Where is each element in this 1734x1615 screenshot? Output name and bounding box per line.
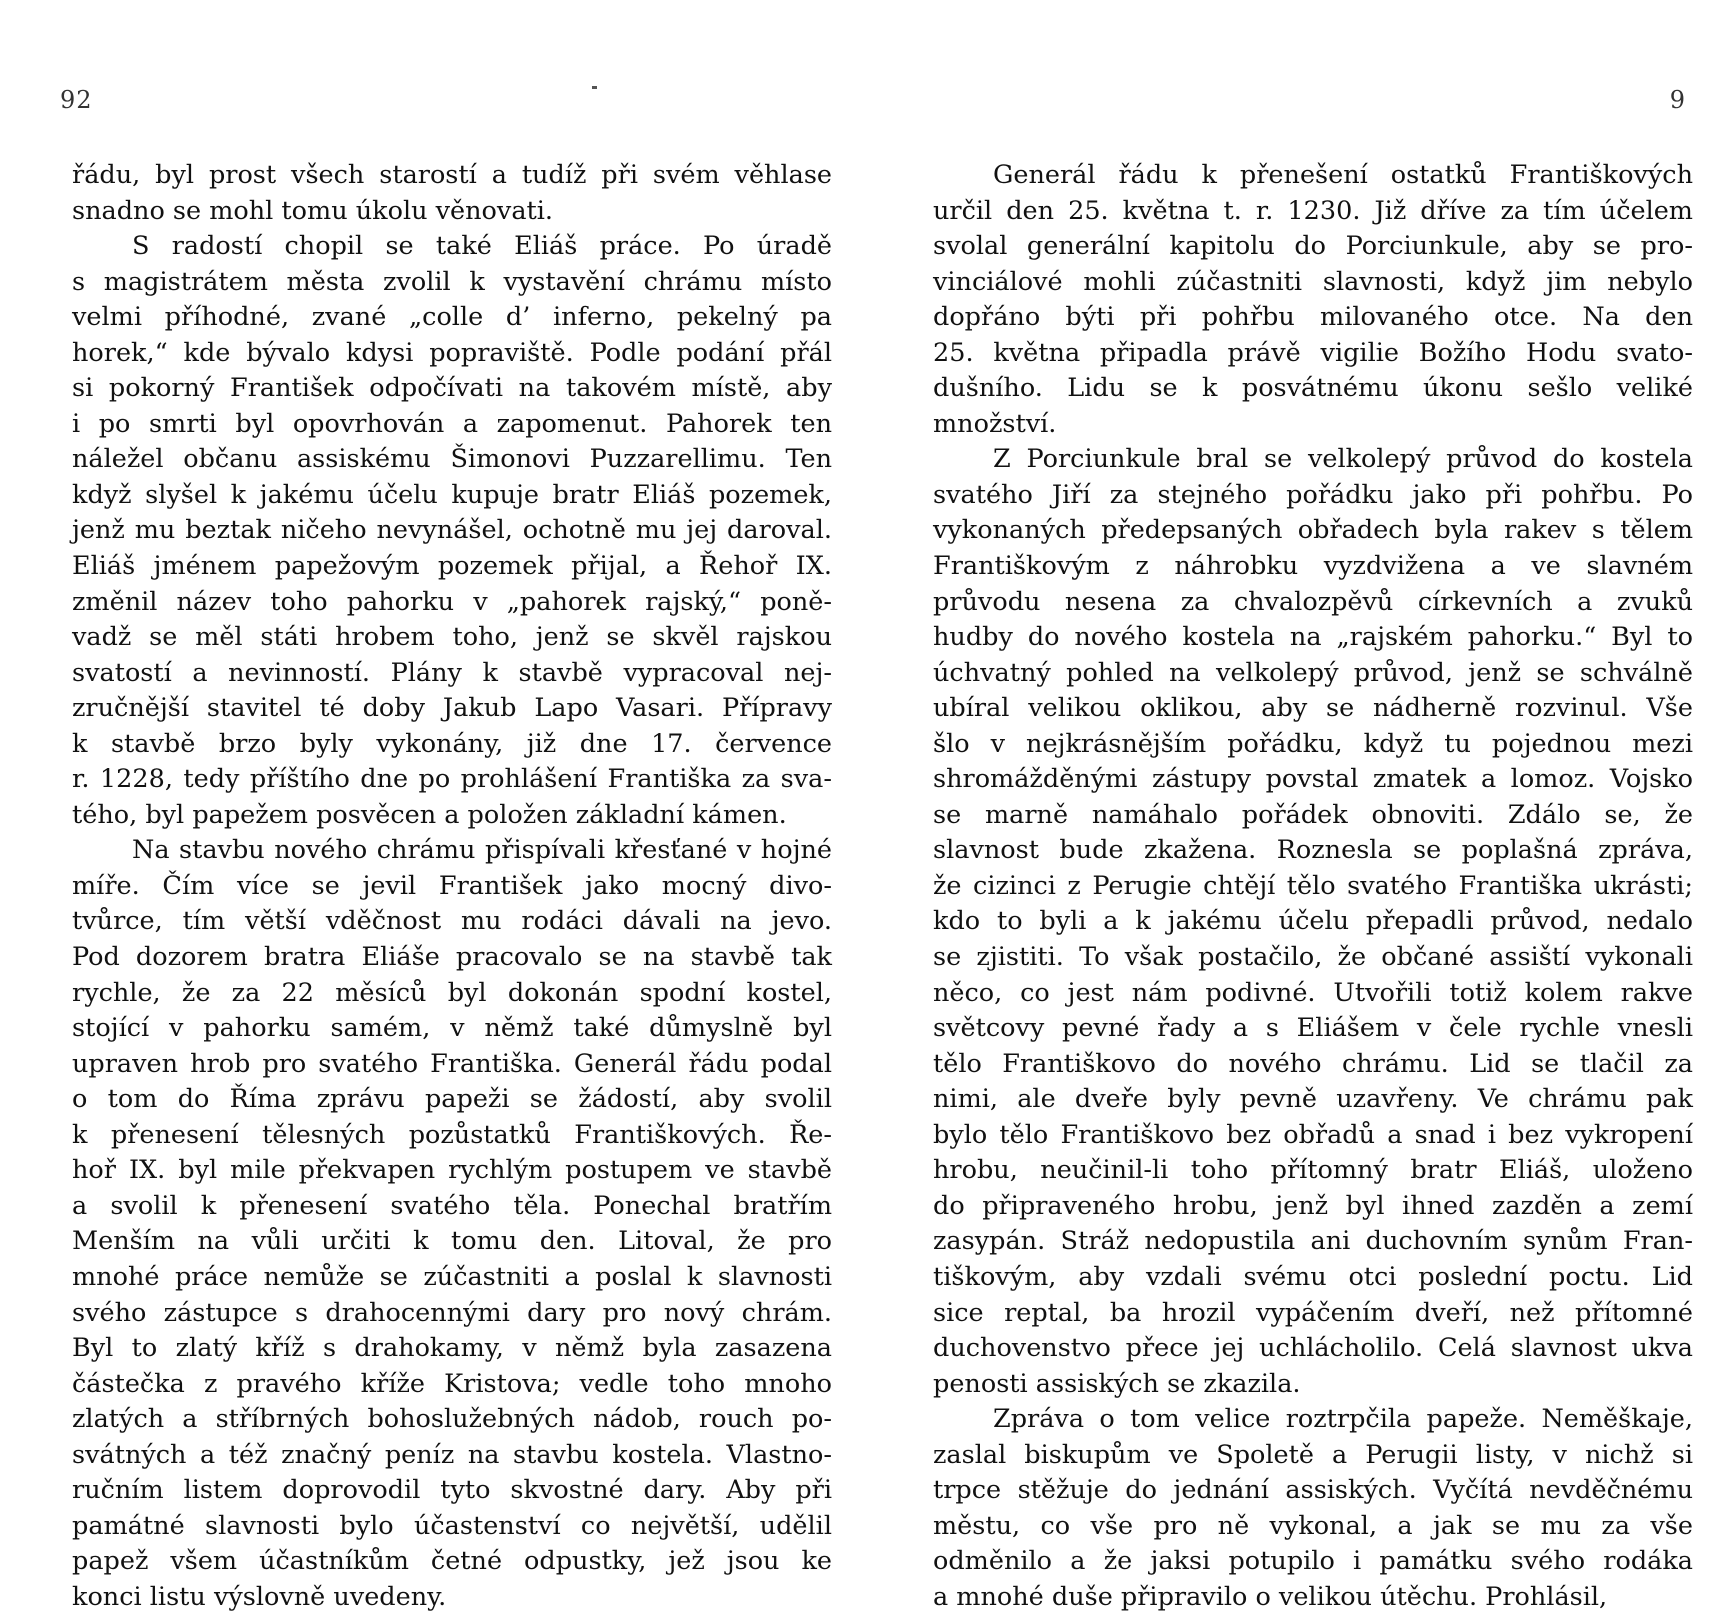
text-line: k přenesení tělesných pozůstatků Františkových. Ře- <box>72 1119 832 1150</box>
paragraph <box>72 833 832 1615</box>
text-line: náležel občanu assiskému Šimonovi Puzzarellimu. Ten <box>72 444 832 475</box>
text-line: něco, co jest nám podivné. Utvořili totiž kolem rakve <box>933 977 1693 1008</box>
paragraph <box>72 158 832 229</box>
text-line: o tom do Říma zprávu papeži se žádostí, aby svolil <box>72 1084 832 1115</box>
text-line: konci listu výslovně uvedeny. <box>72 1581 447 1612</box>
text-line: Generál řádu k přenešení ostatků Františkových <box>993 160 1693 190</box>
text-line: svátných a též značný peníz na stavbu kostela. Vlastno- <box>72 1439 832 1470</box>
text-line: jenž mu beztak ničeho nevynášel, ochotně mu jej daroval. <box>72 515 832 546</box>
text-line: Menším na vůli určiti k tomu den. Litoval, že pro <box>72 1226 832 1257</box>
text-line: Na stavbu nového chrámu přispívali křesťané v hojné <box>132 835 832 866</box>
text-line: městu, co vše pro ně vykonal, a jak se mu za vše <box>933 1510 1693 1541</box>
text-line: kdo to byli a k jakému účelu přepadli průvod, nedalo <box>933 906 1693 937</box>
text-line: vinciálové mohli zúčastniti slavnosti, když jim nebylo <box>933 266 1693 297</box>
text-line: do připraveného hrobu, jenž byl ihned zazděn a zemí <box>933 1190 1693 1221</box>
text-line: tiškovým, aby vzdali svému otci poslední poctu. Lid <box>933 1261 1693 1292</box>
text-line: světcovy pevné řady a s Eliášem v čele rychle vnesli <box>933 1013 1693 1044</box>
text-line: tvůrce, tím větší vděčnost mu rodáci dávali na jevo. <box>72 906 832 937</box>
text-line: ubíral velikou oklikou, aby se nádherně rozvinul. Vše <box>933 693 1693 724</box>
text-line: že cizinci z Perugie chtějí tělo svatého Františka ukrásti; <box>933 870 1693 901</box>
text-line: velmi příhodné, zvané „colle d’ inferno, pekelný pa <box>72 302 832 333</box>
text-line: šlo v nejkrásnějším pořádku, když tu pojednou mezi <box>933 728 1693 759</box>
text-line: množství. <box>933 408 1057 439</box>
text-line: papež všem účastníkům četné odpustky, jež jsou ke <box>72 1546 832 1577</box>
text-line: částečka z pravého kříže Kristova; vedle toho mnoho <box>72 1368 832 1399</box>
text-line: slavnost bude zkažena. Roznesla se poplašná zpráva, <box>933 835 1693 866</box>
text-line: si pokorný František odpočívati na takovém místě, aby <box>72 373 832 404</box>
text-line: rychle, že za 22 měsíců byl dokonán spodní kostel, <box>72 977 832 1008</box>
text-line: míře. Čím více se jevil František jako mocný divo- <box>72 870 832 901</box>
text-line: a svolil k přenesení svatého těla. Ponechal bratřím <box>72 1190 832 1221</box>
text-line: se zjistiti. To však postačilo, že občané assiští vykonali <box>933 942 1693 973</box>
text-line: tělo Františkovo do nového chrámu. Lid se tlačil za <box>933 1048 1693 1079</box>
text-line: vadž se měl státi hrobem toho, jenž se skvěl rajskou <box>72 622 832 653</box>
text-line: s magistrátem města zvolil k vystavění chrámu místo <box>72 266 832 297</box>
page-number: 9 <box>1669 86 1686 114</box>
text-line: Pod dozorem bratra Eliáše pracovalo se na stavbě tak <box>72 942 832 973</box>
text-line: S radostí chopil se také Eliáš práce. Po úradě <box>132 231 832 262</box>
text-line: zručnější stavitel té doby Jakub Lapo Vasari. Přípravy <box>72 693 832 724</box>
page-text <box>933 158 1693 1615</box>
text-line: snadno se mohl tomu úkolu věnovati. <box>72 195 554 226</box>
text-line: změnil název toho pahorku v „pahorek rajský,“ poně- <box>72 586 832 617</box>
text-line: trpce stěžuje do jednání assiských. Vyčítá nevděčnému <box>933 1475 1693 1506</box>
text-line: r. 1228, tedy příštího dne po prohlášení Františka za sva- <box>72 764 832 795</box>
text-line: řádu, byl prost všech starostí a tudíž při svém věhlase <box>72 160 832 190</box>
text-line: průvodu nesena za chvalozpěvů církevních a zvuků <box>933 586 1693 617</box>
page-number: 92 <box>60 86 93 114</box>
text-line: 25. května připadla právě vigilie Božího Hodu svato- <box>933 337 1693 368</box>
text-line: se marně namáhalo pořádek obnoviti. Zdálo se, že <box>933 799 1693 830</box>
text-line: sice reptal, ba hrozil vypáčením dveří, než přítomné <box>933 1297 1693 1328</box>
text-line: penosti assiských se zkazila. <box>933 1368 1301 1399</box>
text-line: mnohé práce nemůže se zúčastniti a poslal k slavnosti <box>72 1261 832 1292</box>
text-line: k stavbě brzo byly vykonány, již dne 17. července <box>72 728 832 759</box>
text-line: svolal generální kapitolu do Porciunkule, aby se pro- <box>933 231 1693 262</box>
text-line: hudby do nového kostela na „rajském pahorku.“ Byl to <box>933 622 1693 653</box>
text-line: a mnohé duše připravilo o velikou útěchu. Prohlásil, <box>933 1581 1608 1612</box>
text-line: Eliáš jménem papežovým pozemek přijal, a Řehoř IX. <box>72 551 832 582</box>
text-line: svatého Jiří za stejného pořádku jako při pohřbu. Po <box>933 479 1693 510</box>
text-line: odměnilo a že jaksi potupilo i památku svého rodáka <box>933 1546 1693 1577</box>
text-line: zasypán. Stráž nedopustila ani duchovním synům Fran- <box>933 1226 1693 1257</box>
text-line: dopřáno býti při pohřbu milovaného otce. Na den <box>933 302 1693 333</box>
text-line: úchvatný pohled na velkolepý průvod, jenž se schválně <box>933 657 1693 688</box>
text-line: nimi, ale dveře byly pevně uzavřeny. Ve chrámu pak <box>933 1084 1693 1115</box>
text-line: hrobu, neučinil-li toho přítomný bratr Eliáš, uloženo <box>933 1155 1693 1186</box>
text-line: i po smrti byl opovrhován a zapomenut. Pahorek ten <box>72 408 832 439</box>
text-line: svého zástupce s drahocennými dary pro nový chrám. <box>72 1297 832 1328</box>
text-line: shromážděnými zástupy povstal zmatek a lomoz. Vojsko <box>933 764 1693 795</box>
text-line: ručním listem doprovodil tyto skvostné dary. Aby při <box>72 1475 832 1506</box>
text-line: dušního. Lidu se k posvátnému úkonu sešlo veliké <box>933 373 1693 404</box>
text-line: Z Porciunkule bral se velkolepý průvod do kostela <box>993 444 1693 475</box>
text-line: když slyšel k jakému účelu kupuje bratr Eliáš pozemek, <box>72 479 832 510</box>
text-line: duchovenstvo přece jej uchlácholilo. Celá slavnost ukva <box>933 1333 1693 1364</box>
text-line: Byl to zlatý kříž s drahokamy, v němž byla zasazena <box>72 1333 832 1364</box>
text-line: svatostí a nevinností. Plány k stavbě vypracoval nej- <box>72 657 832 688</box>
paragraph <box>933 158 1693 442</box>
text-line: upraven hrob pro svatého Františka. Generál řádu podal <box>72 1048 832 1079</box>
text-line: Františkovým z náhrobku vyzdvižena a ve slavném <box>933 551 1693 582</box>
text-line: zlatých a stříbrných bohoslužebných nádob, rouch po- <box>72 1404 832 1435</box>
page-text <box>72 158 832 1615</box>
left-page <box>0 0 867 1612</box>
text-line: tého, byl papežem posvěcen a položen základní kámen. <box>72 799 787 830</box>
paragraph <box>72 229 832 833</box>
text-line: určil den 25. května t. r. 1230. Již dříve za tím účelem <box>933 195 1693 226</box>
text-line: horek,“ kde bývalo kdysi popraviště. Podle podání přál <box>72 337 832 368</box>
text-line: památné slavnosti bylo účastenství co největší, udělil <box>72 1510 832 1541</box>
text-line: hoř IX. byl mile překvapen rychlým postupem ve stavbě <box>72 1155 832 1186</box>
text-line: vykonaných předepsaných obřadech byla rakev s tělem <box>933 515 1693 546</box>
right-page <box>867 0 1734 1612</box>
text-line: zaslal biskupům ve Spoletě a Perugii listy, v nichž si <box>933 1439 1693 1470</box>
text-line: stojící v pahorku samém, v němž také důmyslně byl <box>72 1013 832 1044</box>
paragraph <box>933 1402 1693 1615</box>
text-line: bylo tělo Františkovo bez obřadů a snad i bez vykropení <box>933 1119 1693 1150</box>
text-line: Zpráva o tom velice roztrpčila papeže. Neměškaje, <box>993 1404 1693 1435</box>
paragraph <box>933 442 1693 1402</box>
